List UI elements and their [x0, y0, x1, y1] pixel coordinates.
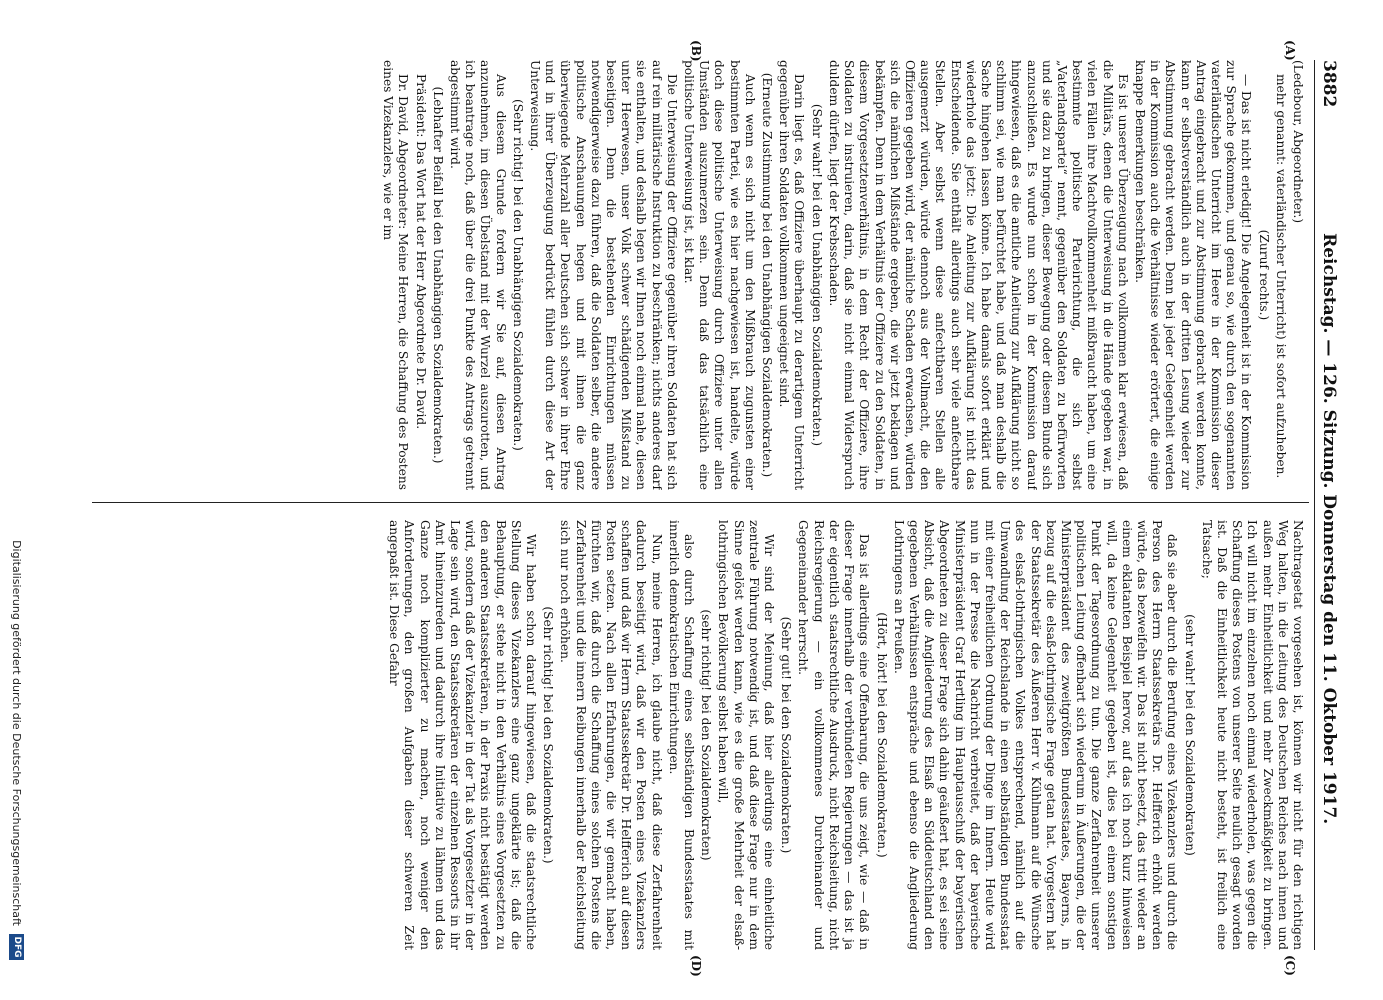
dfg-logo: DFG — [10, 934, 25, 960]
paragraph: Es ist unserer Überzeugung nach vollkommen klar erwiesen, daß die Militärs, denen die Unterweisung in die Hände gegeben war, in vielen Fällen ihre Machtvollkommenheit mißbraucht haben, um eine bestimmte politische Parteirichtung, die sich selbst „Vaterlandspartei“ nennt, gegenüber den Soldaten zu befürworten und sie dazu zu bringen, dieser Bewegung oder diesem Bunde sich anzuschließen. Es wurde nun schon in der Kommission darauf hingewiesen, daß es die amtliche Anleitung zur Aufklärung nicht so schlimm sei, wie man befürchtet habe, und daß man deshalb die Sache hingehen lassen könne. Ich habe damals sofort erklärt und wiederhole das jetzt: Die Anleitung zur Aufklärung ist nicht das Entscheidende. Sie enthält allerdings auch sehr viele anfechtbare Stellen. Aber selbst wenn diese anfechtbaren Stellen alle ausgemerzt würden, würde dennoch aus der Vollmacht, die den Offizieren gegeben wird, der nämliche Schaden erwachsen, würden sich die nämlichen Mißstände ergeben, die wir jetzt beklagen und bekämpfen. Denn in dem Verhältnis der Offiziere zu den Soldaten, in diesem Vorgesetztenverhältnis, in dem Recht der Offiziere, ihre Soldaten zu instruieren, darin, daß sie nicht einmal Widerspruch duldem dürfen, liegt der Krebsschaden. — [826, 60, 1130, 490]
paragraph: Wir haben schon darauf hingewiesen, daß die staatsrechtliche Stellung dieses Vizekanzlers eine ganz ungeklärte ist; daß die Behauptung, er stehe nicht in den Verhältnis eines Vorgesetzten zu den anderen Staatssekretären, in der Praxis nicht bestätigt werden wird, sondern daß der Vizekanzler in der Tat als Vorgesetzter in der Lage sein wird, den Staatssekretären der einzelnen Ressorts in ihr Amt hineinzureden und dadurch ihre Initiative zu lähmen und das Ganze noch komplizierter zu machen, noch weniger den Anforderungen, den großen Aufgaben dieser schweren Zeit angepaßt ist. Diese Gefahr — [387, 520, 539, 950]
paragraph: Nachtragsetat vorgesehen ist, können wir nicht für den richtigen Weg halten, in die Leitung des Deutschen Reiches nach innen und außen mehr Einheitlichkeit und mehr Zweckmäßigkeit zu bringen. Ich will nicht im einzelnen noch einmal wiederholen, was gegen die Schaffung dieses Postens von unserer Seite neulich gesagt worden ist. Daß die Einheitlichkeit heute nicht besteht, ist freilich eine Tatsache; — [1199, 520, 1305, 950]
page-footer — [6, 40, 28, 960]
paragraph: (Ledebour, Abgeordneter.) — [1291, 60, 1305, 224]
paragraph: (Sehr gut! bei den Sozialdemokraten.) — [779, 616, 794, 854]
page-number: 3882 — [1319, 60, 1339, 108]
paragraph: (Sehr richtig! bei den Sozialdemokraten.) — [541, 606, 556, 864]
paragraph: (Sehr richtig! bei den Unabhängigen Sozialdemokraten.) — [510, 99, 525, 451]
paragraph: Das ist allerdings eine Offenbarung, die uns zeigt, wie — daß in dieser Frage innerhalb der verbündeten Regierungen — das ist ja der eigentlich staatsrechtliche Ausdruck, nicht Reichsleitung, nicht Reichsregierung — ein vollkommenes Durcheinander und Gegeneinander herrscht. — [796, 520, 872, 950]
margin-marker-c: (C) — [1283, 955, 1297, 976]
page-title: Reichstag. — 126. Sitzung. Donnerstag den 11. Oktober 1917. — [1319, 233, 1339, 825]
paragraph: Aus diesem Grunde fordern wir Sie auf, diesen Antrag anzunehmen, im diesen Übelstand mit der Wurzel auszurotten, und ich beantrage noch, daß über die drei Punkte des Antrags getrennt abgestimmt wird. — [448, 60, 508, 490]
paragraph: (sehr richtig! bei den Sozialdemokraten) — [699, 609, 714, 861]
column-divider — [92, 502, 1309, 503]
paragraph: (Zuruf rechts.) — [1256, 229, 1271, 321]
paragraph: Nun, meine Herren, ich glaube nicht, daß diese Zerfahrenheit dadurch beseitigt wird, daß wir den Posten eines Vizekanzlers schaffen und daß wir Herrn Staatssekretär Dr. Helfferich auf diesen Posten setzen. Nach allen Erfahrungen, die wir gemacht haben, fürchten wir, daß durch die Schaffung eines solchen Postens die Zerfahrenheit und die innern Reibungen innerhalb der Reichsleitung sich nur noch erhöhen. — [558, 520, 664, 950]
right-column — [92, 520, 1305, 950]
page-header — [1314, 60, 1343, 950]
paragraph: — Das ist nicht erledigt! Die Angelegenheit ist in der Kommission zur Sprache gekommen, und genau so, wie durch den sogenannten vaterländischen Unterricht im Heere in der Kommission dieser Antrag eingebracht und zur Abstimmung gebracht werden konnte, kann er selbstverständlich auch in der dritten Lesung wieder zur Abstimmung gebracht werden. Denn bei jeder Gelegenheit werden in der Kommission auch die Verhältnisse wieder erörtert, die einige knappe Bemerkungen beschränken. — [1132, 60, 1254, 490]
paragraph: mehr genannt: vaterländischer Unterricht) ist sofort aufzuheben. — [1273, 74, 1288, 479]
margin-marker-b: (B) — [689, 40, 703, 62]
left-column — [92, 60, 1305, 490]
paragraph: also durch Schaffung eines selbständigen Bundesstaates mit innerlich demokratischen Einrichtungen. — [666, 520, 697, 950]
margin-marker-a: (A) — [1283, 40, 1297, 61]
paragraph: daß sie aber durch die Berufung eines Vizekanzlers und durch die Person des Herrn Staatssekretärs Dr. Helfferich erhöht werden würde, das bezweifeln wir. Das ist nicht besetzt, das tritt wieder an einem eklatanten Beispiel hervor, auf das ich noch kurz hinweisen will, da keine Gelegenheit gegeben ist, dies bei einem sonstigen Punkt der Tagesordnung zu tun. Die ganze Zerfahrenheit unserer politischen Leitung offenbart sich wiederum in Äußerungen, die der Ministerpräsident des zweitgrößten Bundesstaates, Bayerns, in bezug auf die elsaß-lothringische Frage getan hat. Vorgestern hat der Staatssekretär des Äußeren Herr v. Kühlmann auf die Wünsche des elsaß-lothringischen Volkes entsprechend, nämlich auf die Umwandlung der Reichslande in einen selbständigen Bundesstaat mit einer freiheitlichen Ordnung der Dinge im Innern. Heute wird nun in der Presse die Nachricht verbreitet, daß der bayerische Ministerpräsident Graf Hertling im Hauptausschuß der bayerischen Abgeordneten zu dieser Frage sich dahin geäußert hat, es sei seine Absicht, daß die Angliederung des Elsaß an Süddeutschland den gegebenen Verhältnissen entspräche und ebenso die Angliederung Lothringens an Preußen. — [891, 520, 1180, 950]
paragraph: (Hört, hört! bei den Sozialdemokraten.) — [874, 612, 889, 858]
paragraph: Darin liegt es, daß Offiziere überhaupt zu derartigem Unterricht gegenüber ihren Soldaten vollkommen ungeeignet sind. — [777, 60, 807, 490]
funding-note: Digitalisierung gefördert durch die Deutsche Forschungsgemeinschaft — [10, 540, 24, 926]
margin-marker-d: (D) — [689, 955, 703, 977]
paragraph: Auch wenn es sich nicht um den Mißbrauch zugunsten einer bestimmten Partei, wie es hier nachgewiesen ist, handelte, würde doch diese politische Unterweisung durch Offiziere unter allen Umständen auszumerzen sein. Denn daß das tatsächlich eine politische Unterweisung ist, ist klar. — [682, 60, 757, 490]
paragraph: (Erneute Zustimmung bei den Unabhängigen Sozialdemokraten.) — [760, 72, 775, 478]
paragraph: (sehr wahr! bei den Sozialdemokraten) — [1182, 614, 1197, 856]
paragraph: Präsident: Das Wort hat der Herr Abgeordnete Dr. David. — [413, 74, 428, 430]
paragraph: (Sehr wahr! bei den Unabhängigen Sozialdemokraten.) — [809, 103, 824, 447]
paragraph: Dr. David, Abgeordneter: Meine Herren, die Schaffung des Postens eines Vizekanzlers, wie er im — [381, 60, 411, 490]
paragraph: Wir sind der Meinung, daß hier allerdings eine einheitliche zentrale Führung notwendig ist, und daß diese Frage nur in dem Sinne gelöst werden kann, wie es die große Mehrheit der elsaß-lothringischen Bevölkerung selbst haben will, — [716, 520, 777, 950]
paragraph: (Lebhafter Beifall bei den Unabhängigen Sozialdemokraten.) — [430, 86, 445, 464]
paragraph: Die Unterweisung der Offiziere gegenüber ihren Soldaten hat sich auf rein militärische Instruktion zu beschränken; nichts anderes darf sie enthalten, und deshalb legen wir Ihnen noch einmal nahe, diesen unter Heerwesen, unser Volk schwer schädigenden Mißstand zu beseitigen. Denn die bestehenden Einrichtungen müssen notwendigerweise dazu führen, daß die Soldaten selber, die andere politische Anschauungen hegen und mit ihnen die ganz überwiegende Mehrzahl aller Deutschen sich schwer in ihrer Ehre und in ihrer Überzeugung bedrückt fühlen durch diese Art der Unterweisung. — [528, 60, 679, 490]
